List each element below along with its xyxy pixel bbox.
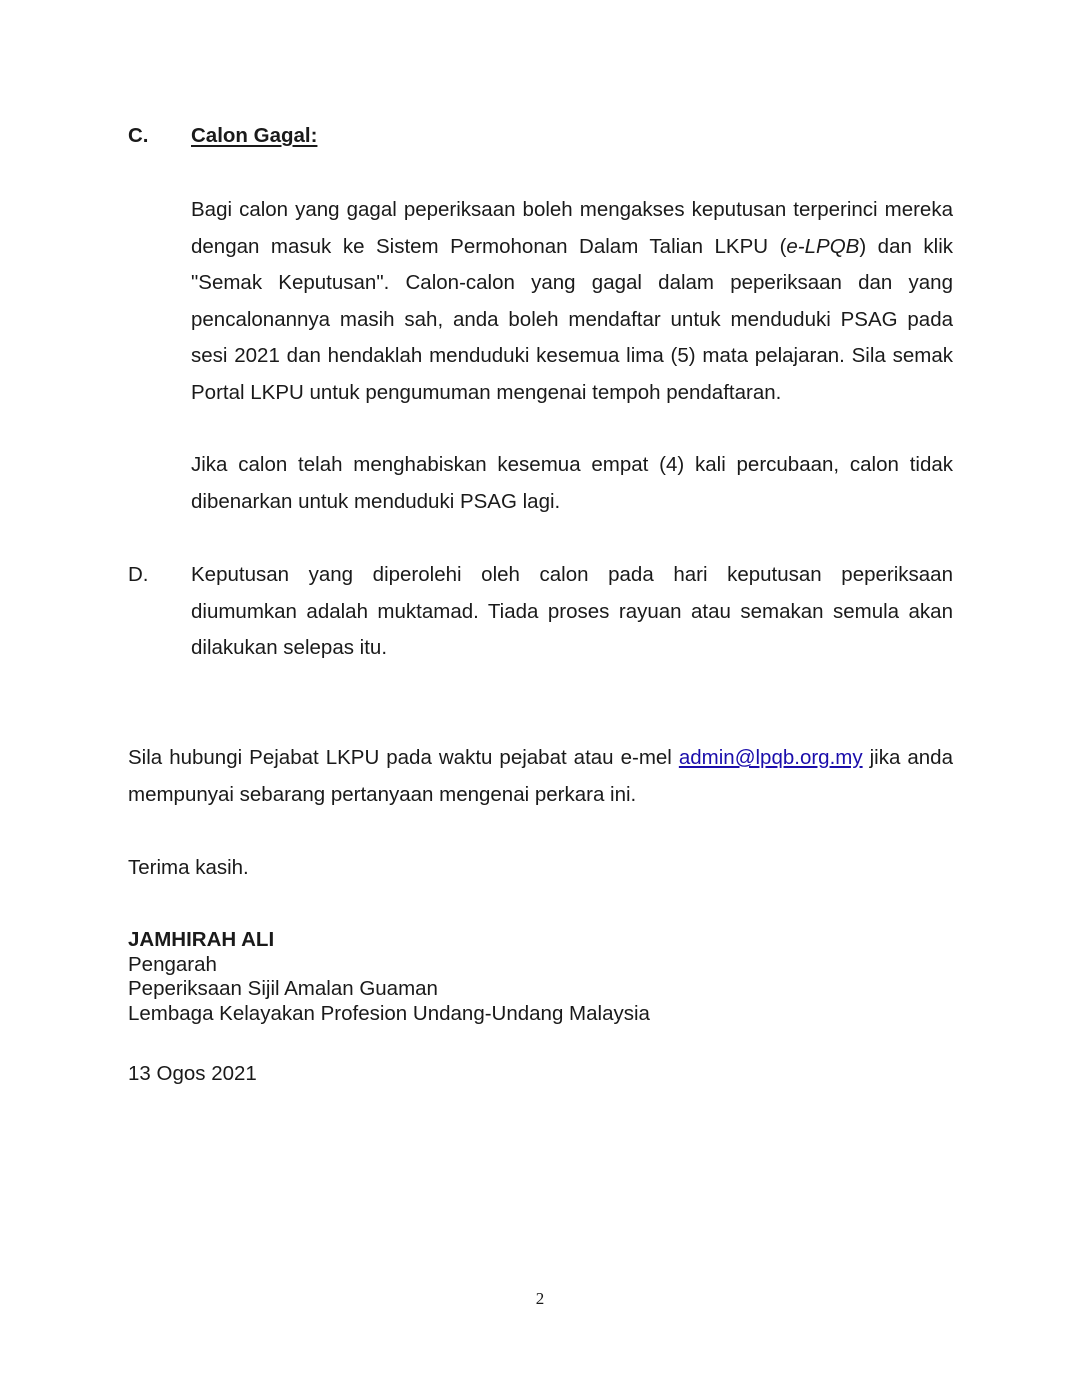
section-c-paragraph-1 (191, 192, 953, 412)
closing-text: Terima kasih. (128, 856, 249, 879)
section-c-p1-text-b: ) dan klik "Semak Keputusan". Calon-calon yang gagal dalam peperiksaan dan yang pencalonannya masih sah, anda boleh mendaftar untuk menduduki PSAG pada sesi 2021 dan hendaklah menduduki kesemua lima (5) mata pelajaran. Sila semak Portal LKPU untuk pengumuman mengenai tempoh pendaftaran. (191, 234, 953, 404)
page-number: 2 (535, 1289, 545, 1308)
signature-block (128, 928, 953, 1026)
section-d-paragraph: Keputusan yang diperolehi oleh calon pada hari keputusan peperiksaan diumumkan adalah muktamad. Tiada proses rayuan atau semakan semula akan dilakukan selepas itu. (191, 563, 953, 660)
signatory-name: JAMHIRAH ALI (128, 928, 275, 951)
contact-paragraph (128, 740, 953, 813)
section-c-p1-text-a: Bagi calon yang gagal peperiksaan boleh mengakses keputusan terperinci mereka dengan masuk ke Sistem Permohonan Dalam Talian LKPU ( (191, 198, 953, 258)
section-d-marker: D. (128, 563, 149, 586)
email-link[interactable]: admin@lpqb.org.my (678, 746, 863, 769)
document-date: 13 Ogos 2021 (128, 1062, 257, 1085)
signatory-department: Peperiksaan Sijil Amalan Guaman (128, 977, 438, 1000)
signatory-organization: Lembaga Kelayakan Profesion Undang-Undang Malaysia (128, 1001, 650, 1025)
section-c-paragraph-2: Jika calon telah menghabiskan kesemua empat (4) kali percubaan, calon tidak dibenarkan untuk menduduki PSAG lagi. (191, 453, 953, 513)
section-c-p1-system-name: e-LPQB (786, 234, 860, 258)
signatory-title: Pengarah (128, 952, 217, 976)
section-c-heading: Calon Gagal: (191, 124, 318, 147)
section-c-marker: C. (128, 124, 149, 147)
contact-text-a: Sila hubungi Pejabat LKPU pada waktu pejabat atau e-mel (128, 746, 679, 769)
contact-text-b: jika anda mempunyai sebarang pertanyaan mengenai perkara ini. (128, 746, 953, 806)
